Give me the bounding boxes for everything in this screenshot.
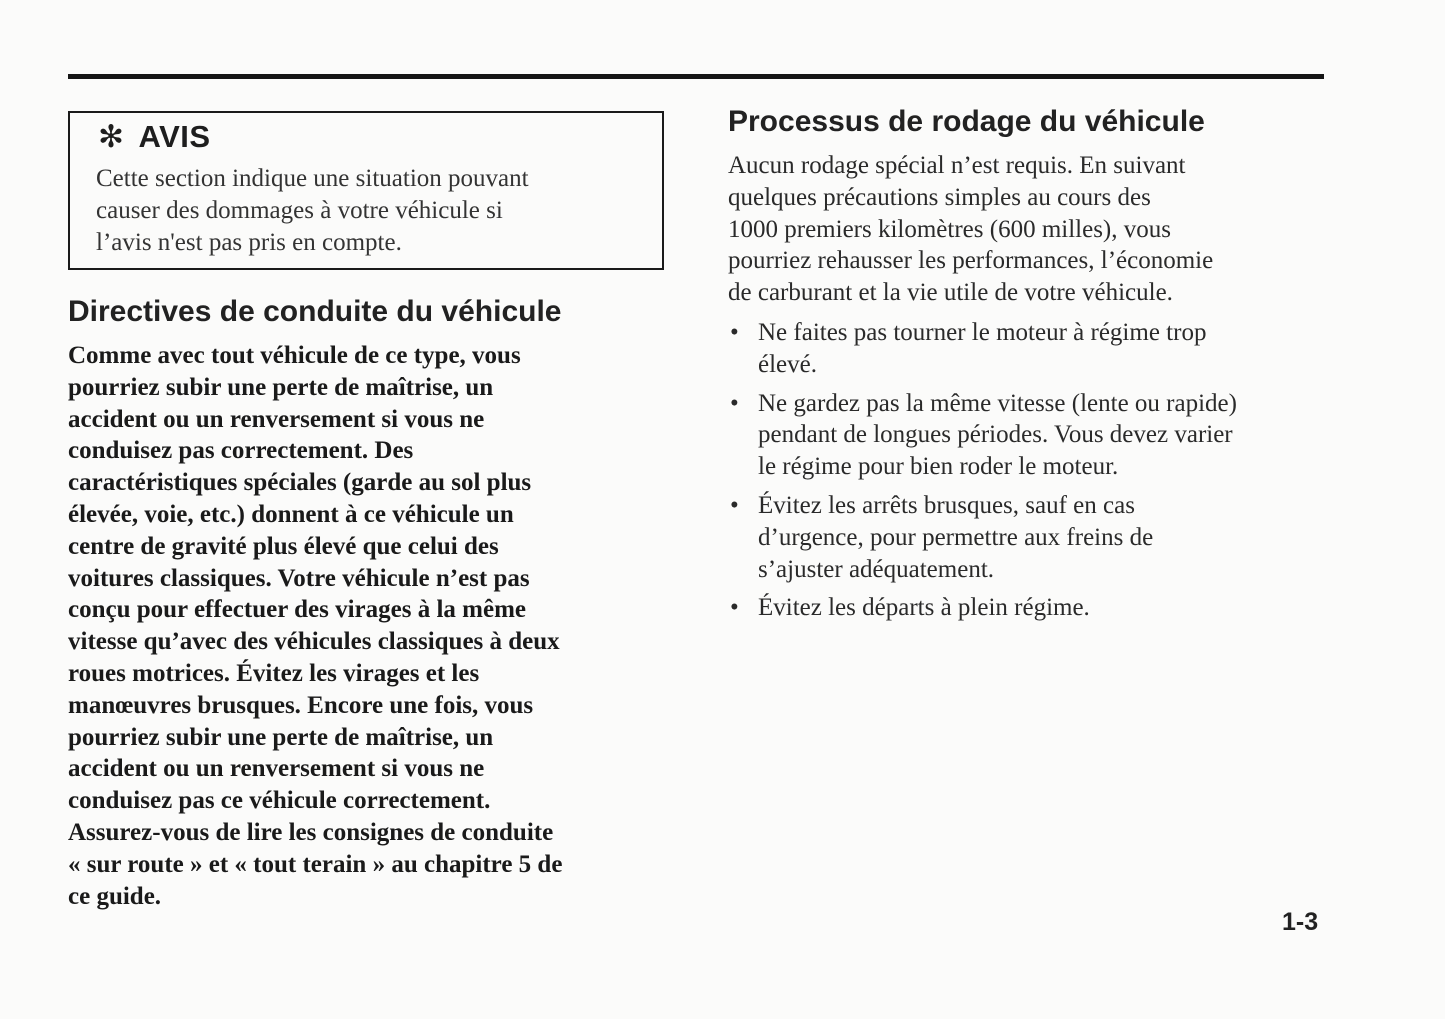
- text-line: quelques précautions simples au cours des: [728, 183, 1151, 211]
- text-line: 1000 premiers kilomètres (600 milles), vous: [728, 215, 1171, 243]
- text-line: ce guide.: [68, 882, 162, 910]
- text-line: roues motrices. Évitez les virages et les: [68, 659, 480, 687]
- bullet-item: [728, 490, 1237, 585]
- text-line: d’urgence, pour permettre aux freins de: [758, 523, 1154, 551]
- text-line: Évitez les arrêts brusques, sauf en cas: [758, 491, 1135, 519]
- bullet-icon: •: [730, 389, 739, 417]
- text-line: Comme avec tout véhicule de ce type, vous: [68, 342, 521, 369]
- bullet-item: [728, 317, 1237, 381]
- text-line: pourriez rehausser les performances, l’économie: [728, 247, 1214, 275]
- text-line: manœuvres brusques. Encore une fois, vous: [68, 691, 534, 719]
- bullet-list: [728, 317, 1237, 631]
- text-line: « sur route » et « tout terain » au chapitre 5 de: [68, 850, 563, 878]
- text-line: Ne gardez pas la même vitesse (lente ou rapide): [758, 389, 1237, 417]
- left-paragraph: [68, 340, 562, 912]
- text-line: pendant de longues périodes. Vous devez varier: [758, 421, 1233, 449]
- asterisk-icon: ✻: [98, 119, 125, 154]
- bullet-item: [728, 388, 1237, 483]
- notice-line: Cette section indique une situation pouvant: [96, 165, 529, 192]
- notice-line: causer des dommages à votre véhicule si: [96, 196, 503, 224]
- text-line: conduisez pas correctement. Des: [68, 437, 414, 465]
- text-line: caractéristiques spéciales (garde au sol plus: [68, 469, 532, 497]
- notice-line: l’avis n'est pas pris en compte.: [96, 228, 402, 256]
- right-paragraph: [728, 150, 1213, 309]
- text-line: élevé.: [758, 350, 817, 378]
- text-line: centre de gravité plus élevé que celui des: [68, 532, 499, 560]
- text-line: pourriez subir une perte de maîtrise, un: [68, 373, 494, 401]
- bullet-icon: •: [730, 594, 739, 622]
- text-line: vitesse qu’avec des véhicules classiques à deux: [68, 628, 560, 656]
- text-line: s’ajuster adéquatement.: [758, 555, 995, 583]
- text-line: conduisez pas ce véhicule correctement.: [68, 787, 491, 815]
- text-line: accident ou un renversement si vous ne: [68, 405, 485, 433]
- left-heading: Directives de conduite du véhicule: [68, 295, 562, 328]
- page-number: 1-3: [1282, 908, 1319, 936]
- text-line: élevée, voie, etc.) donnent à ce véhicule un: [68, 500, 514, 528]
- text-line: Assurez-vous de lire les consignes de conduite: [68, 818, 554, 846]
- text-line: voitures classiques. Votre véhicule n’est pas: [68, 564, 530, 592]
- text-line: pourriez subir une perte de maîtrise, un: [68, 723, 494, 751]
- text-line: Aucun rodage spécial n’est requis. En suivant: [728, 152, 1186, 179]
- text-line: Ne faites pas tourner le moteur à régime trop: [758, 319, 1207, 346]
- header-rule: [68, 74, 1324, 79]
- notice-title: [98, 119, 211, 155]
- notice-box: [68, 111, 664, 270]
- text-line: de carburant et la vie utile de votre véhicule.: [728, 279, 1173, 307]
- bullet-icon: •: [730, 491, 739, 519]
- text-line: Évitez les départs à plein régime.: [758, 594, 1090, 622]
- notice-body: [96, 163, 529, 258]
- notice-title-text: AVIS: [138, 119, 211, 154]
- text-line: le régime pour bien roder le moteur.: [758, 453, 1119, 481]
- right-heading: Processus de rodage du véhicule: [728, 105, 1205, 138]
- bullet-icon: •: [730, 319, 739, 346]
- text-line: accident ou un renversement si vous ne: [68, 755, 485, 783]
- bullet-item: [728, 592, 1237, 624]
- text-line: conçu pour effectuer des virages à la même: [68, 596, 526, 624]
